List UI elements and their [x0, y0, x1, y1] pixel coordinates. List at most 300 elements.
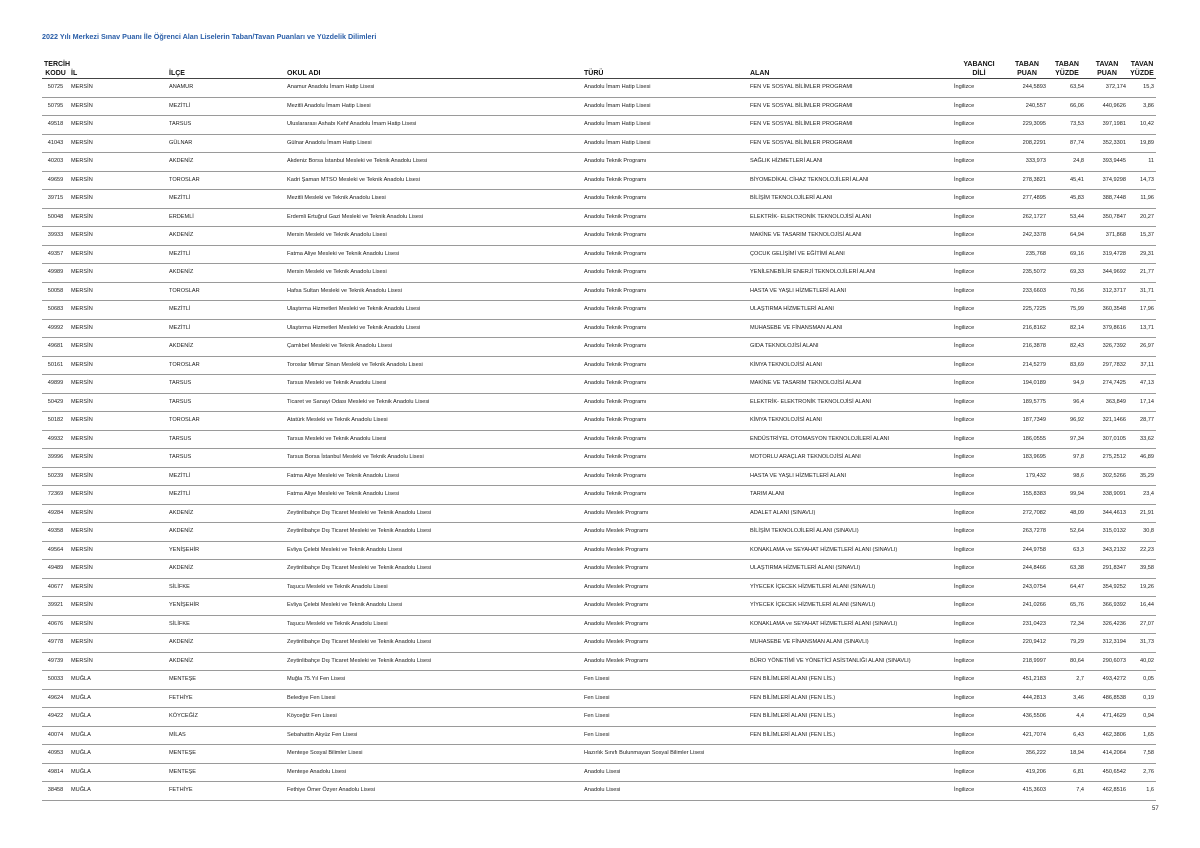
cell-tavan-puan: 275,2512	[1086, 449, 1128, 468]
cell-taban-puan: 231,0423	[1006, 615, 1048, 634]
cell-taban-yuzde: 18,94	[1048, 745, 1086, 764]
cell-alan: FEN VE SOSYAL BİLİMLER PROGRAMI	[748, 116, 952, 135]
header-tercih-kodu: TERCİH KODU	[42, 53, 69, 79]
cell-yabanci-dili: İngilizce	[952, 356, 1006, 375]
cell-taban-puan: 187,7349	[1006, 412, 1048, 431]
cell-tavan-puan: 374,9298	[1086, 171, 1128, 190]
cell-alan: KİMYA TEKNOLOJİSİ ALANI	[748, 356, 952, 375]
cell-tercih-kodu: 72369	[42, 486, 69, 505]
cell-turu: Anadolu Teknik Programı	[582, 319, 748, 338]
cell-taban-yuzde: 97,8	[1048, 449, 1086, 468]
cell-okul-adi: Köyceğiz Fen Lisesi	[285, 708, 582, 727]
cell-taban-puan: 243,0754	[1006, 578, 1048, 597]
table-row	[42, 782, 1156, 801]
cell-taban-puan: 444,2813	[1006, 689, 1048, 708]
cell-okul-adi: Atatürk Mesleki ve Teknik Anadolu Lisesi	[285, 412, 582, 431]
cell-alan	[748, 782, 952, 801]
cell-tavan-puan: 372,174	[1086, 79, 1128, 98]
cell-taban-yuzde: 45,41	[1048, 171, 1086, 190]
cell-taban-yuzde: 64,94	[1048, 227, 1086, 246]
cell-yabanci-dili: İngilizce	[952, 689, 1006, 708]
header-alan: ALAN	[748, 53, 952, 79]
cell-taban-puan: 194,0189	[1006, 375, 1048, 394]
cell-il: MERSİN	[69, 153, 167, 172]
cell-il: MERSİN	[69, 652, 167, 671]
cell-tavan-puan: 338,9091	[1086, 486, 1128, 505]
cell-tercih-kodu: 50161	[42, 356, 69, 375]
cell-turu: Anadolu Teknik Programı	[582, 486, 748, 505]
cell-tavan-puan: 363,849	[1086, 393, 1128, 412]
table-row	[42, 597, 1156, 616]
cell-okul-adi: Fethiye Ömer Özyer Anadolu Lisesi	[285, 782, 582, 801]
cell-taban-puan: 214,5279	[1006, 356, 1048, 375]
cell-tavan-yuzde: 30,8	[1128, 523, 1156, 542]
cell-yabanci-dili: İngilizce	[952, 79, 1006, 98]
cell-taban-yuzde: 69,33	[1048, 264, 1086, 283]
cell-taban-yuzde: 63,54	[1048, 79, 1086, 98]
cell-okul-adi: Mersin Mesleki ve Teknik Anadolu Lisesi	[285, 227, 582, 246]
cell-alan: KONAKLAMA ve SEYAHAT HİZMETLERİ ALANI (SINAVLI)	[748, 541, 952, 560]
cell-tavan-puan: 388,7448	[1086, 190, 1128, 209]
cell-tercih-kodu: 49814	[42, 763, 69, 782]
header-taban-puan: TABAN PUAN	[1006, 53, 1048, 79]
cell-ilce: AKDENİZ	[167, 523, 285, 542]
cell-yabanci-dili: İngilizce	[952, 745, 1006, 764]
cell-tavan-yuzde: 46,89	[1128, 449, 1156, 468]
cell-okul-adi: Mersin Mesleki ve Teknik Anadolu Lisesi	[285, 264, 582, 283]
cell-tavan-yuzde: 27,07	[1128, 615, 1156, 634]
cell-ilce: MEZİTLİ	[167, 97, 285, 116]
table-row	[42, 375, 1156, 394]
cell-alan: BİLİŞİM TEKNOLOJİLERİ ALANI (SINAVLI)	[748, 523, 952, 542]
cell-ilce: SİLİFKE	[167, 578, 285, 597]
cell-tercih-kodu: 40953	[42, 745, 69, 764]
cell-turu: Anadolu Meslek Programı	[582, 634, 748, 653]
cell-turu: Anadolu Teknik Programı	[582, 282, 748, 301]
cell-turu: Anadolu Teknik Programı	[582, 449, 748, 468]
cell-il: MERSİN	[69, 208, 167, 227]
cell-ilce: TOROSLAR	[167, 171, 285, 190]
cell-taban-puan: 189,5775	[1006, 393, 1048, 412]
cell-okul-adi: Taşucu Mesleki ve Teknik Anadolu Lisesi	[285, 578, 582, 597]
cell-taban-yuzde: 96,92	[1048, 412, 1086, 431]
cell-yabanci-dili: İngilizce	[952, 375, 1006, 394]
cell-yabanci-dili: İngilizce	[952, 449, 1006, 468]
cell-il: MUĞLA	[69, 782, 167, 801]
cell-alan: BİYOMEDİKAL CİHAZ TEKNOLOJİLERİ ALANI	[748, 171, 952, 190]
cell-tavan-puan: 307,0105	[1086, 430, 1128, 449]
cell-ilce: TARSUS	[167, 375, 285, 394]
cell-taban-yuzde: 83,69	[1048, 356, 1086, 375]
cell-tavan-puan: 312,3194	[1086, 634, 1128, 653]
header-il: İL	[69, 53, 167, 79]
cell-taban-yuzde: 52,64	[1048, 523, 1086, 542]
cell-taban-yuzde: 87,74	[1048, 134, 1086, 153]
cell-il: MERSİN	[69, 171, 167, 190]
cell-taban-puan: 419,206	[1006, 763, 1048, 782]
cell-tercih-kodu: 49992	[42, 319, 69, 338]
cell-ilce: TARSUS	[167, 430, 285, 449]
cell-alan: FEN VE SOSYAL BİLİMLER PROGRAMI	[748, 97, 952, 116]
cell-yabanci-dili: İngilizce	[952, 708, 1006, 727]
cell-tercih-kodu: 39933	[42, 227, 69, 246]
cell-taban-puan: 225,7225	[1006, 301, 1048, 320]
cell-turu: Fen Lisesi	[582, 671, 748, 690]
table-row	[42, 153, 1156, 172]
table-row	[42, 523, 1156, 542]
cell-tavan-yuzde: 35,29	[1128, 467, 1156, 486]
cell-alan: FEN BİLİMLERİ ALANI (FEN LİS.)	[748, 671, 952, 690]
cell-turu: Anadolu Teknik Programı	[582, 467, 748, 486]
cell-tavan-puan: 315,0132	[1086, 523, 1128, 542]
cell-yabanci-dili: İngilizce	[952, 560, 1006, 579]
cell-alan: FEN BİLİMLERİ ALANI (FEN LİS.)	[748, 726, 952, 745]
cell-tavan-puan: 471,4629	[1086, 708, 1128, 727]
cell-turu: Anadolu Teknik Programı	[582, 245, 748, 264]
cell-tercih-kodu: 50048	[42, 208, 69, 227]
cell-taban-puan: 451,2183	[1006, 671, 1048, 690]
cell-alan	[748, 745, 952, 764]
cell-alan: MUHASEBE VE FİNANSMAN ALANI (SINAVLI)	[748, 634, 952, 653]
cell-turu: Anadolu Teknik Programı	[582, 190, 748, 209]
cell-alan: KONAKLAMA ve SEYAHAT HİZMETLERİ ALANI (SINAVLI)	[748, 615, 952, 634]
cell-yabanci-dili: İngilizce	[952, 301, 1006, 320]
cell-tavan-yuzde: 10,42	[1128, 116, 1156, 135]
cell-il: MERSİN	[69, 560, 167, 579]
cell-il: MUĞLA	[69, 763, 167, 782]
cell-yabanci-dili: İngilizce	[952, 245, 1006, 264]
cell-tavan-puan: 302,5266	[1086, 467, 1128, 486]
cell-taban-puan: 240,557	[1006, 97, 1048, 116]
cell-okul-adi: Ulaştırma Hizmetleri Mesleki ve Teknik Anadolu Lisesi	[285, 319, 582, 338]
cell-yabanci-dili: İngilizce	[952, 97, 1006, 116]
cell-alan: FEN VE SOSYAL BİLİMLER PROGRAMI	[748, 134, 952, 153]
cell-ilce: MENTEŞE	[167, 671, 285, 690]
cell-tercih-kodu: 40677	[42, 578, 69, 597]
cell-tavan-puan: 462,3806	[1086, 726, 1128, 745]
cell-taban-yuzde: 63,3	[1048, 541, 1086, 560]
cell-tavan-puan: 344,4613	[1086, 504, 1128, 523]
cell-taban-yuzde: 64,47	[1048, 578, 1086, 597]
cell-il: MERSİN	[69, 467, 167, 486]
cell-turu: Anadolu Teknik Programı	[582, 153, 748, 172]
cell-tavan-yuzde: 15,3	[1128, 79, 1156, 98]
cell-taban-puan: 436,5506	[1006, 708, 1048, 727]
cell-okul-adi: Menteşe Sosyal Bilimler Lisesi	[285, 745, 582, 764]
cell-ilce: YENİŞEHİR	[167, 597, 285, 616]
header-turu: TÜRÜ	[582, 53, 748, 79]
table-row	[42, 708, 1156, 727]
cell-tercih-kodu: 49659	[42, 171, 69, 190]
header-taban-yuzde: TABAN YÜZDE	[1048, 53, 1086, 79]
cell-ilce: MEZİTLİ	[167, 301, 285, 320]
cell-tavan-yuzde: 23,4	[1128, 486, 1156, 505]
cell-okul-adi: Toroslar Mimar Sinan Mesleki ve Teknik Anadolu Lisesi	[285, 356, 582, 375]
cell-turu: Anadolu Teknik Programı	[582, 264, 748, 283]
cell-okul-adi: Ticaret ve Sanayi Odası Mesleki ve Teknik Anadolu Lisesi	[285, 393, 582, 412]
cell-okul-adi: Muğla 75.Yıl Fen Lisesi	[285, 671, 582, 690]
cell-il: MERSİN	[69, 449, 167, 468]
cell-tercih-kodu: 50033	[42, 671, 69, 690]
cell-alan: KİMYA TEKNOLOJİSİ ALANI	[748, 412, 952, 431]
table-row	[42, 356, 1156, 375]
cell-tavan-yuzde: 21,91	[1128, 504, 1156, 523]
table-row	[42, 264, 1156, 283]
cell-tavan-puan: 319,4728	[1086, 245, 1128, 264]
header-yabanci-dili: YABANCI DİLİ	[952, 53, 1006, 79]
cell-alan: ELEKTRİK- ELEKTRONİK TEKNOLOJİSİ ALANI	[748, 208, 952, 227]
cell-tavan-puan: 450,6542	[1086, 763, 1128, 782]
cell-ilce: AKDENİZ	[167, 634, 285, 653]
cell-turu: Anadolu Teknik Programı	[582, 375, 748, 394]
cell-taban-puan: 220,9412	[1006, 634, 1048, 653]
table-row	[42, 689, 1156, 708]
cell-ilce: AKDENİZ	[167, 338, 285, 357]
cell-tavan-puan: 371,868	[1086, 227, 1128, 246]
cell-ilce: MEZİTLİ	[167, 486, 285, 505]
cell-tavan-yuzde: 31,71	[1128, 282, 1156, 301]
cell-alan: ÇOCUK GELİŞİMİ VE EĞİTİMİ ALANI	[748, 245, 952, 264]
cell-tavan-yuzde: 2,76	[1128, 763, 1156, 782]
table-row	[42, 97, 1156, 116]
cell-il: MERSİN	[69, 615, 167, 634]
cell-taban-yuzde: 75,99	[1048, 301, 1086, 320]
cell-tavan-puan: 274,7425	[1086, 375, 1128, 394]
cell-yabanci-dili: İngilizce	[952, 504, 1006, 523]
cell-alan: ENDÜSTRİYEL OTOMASYON TEKNOLOJİLERİ ALANI	[748, 430, 952, 449]
cell-taban-yuzde: 97,34	[1048, 430, 1086, 449]
cell-tavan-puan: 379,8616	[1086, 319, 1128, 338]
table-row	[42, 393, 1156, 412]
cell-ilce: TOROSLAR	[167, 282, 285, 301]
cell-il: MERSİN	[69, 245, 167, 264]
cell-tercih-kodu: 49489	[42, 560, 69, 579]
cell-tavan-yuzde: 13,71	[1128, 319, 1156, 338]
cell-tavan-puan: 291,8347	[1086, 560, 1128, 579]
cell-taban-puan: 216,8162	[1006, 319, 1048, 338]
cell-tavan-yuzde: 11,96	[1128, 190, 1156, 209]
table-row	[42, 763, 1156, 782]
table-header-row	[42, 53, 1156, 79]
cell-tavan-puan: 462,8516	[1086, 782, 1128, 801]
table-row	[42, 745, 1156, 764]
cell-alan: HASTA VE YAŞLI HİZMETLERİ ALANI	[748, 282, 952, 301]
cell-il: MERSİN	[69, 597, 167, 616]
cell-taban-puan: 242,3378	[1006, 227, 1048, 246]
cell-il: MERSİN	[69, 97, 167, 116]
cell-taban-yuzde: 63,38	[1048, 560, 1086, 579]
cell-tercih-kodu: 49357	[42, 245, 69, 264]
cell-turu: Anadolu Teknik Programı	[582, 412, 748, 431]
cell-yabanci-dili: İngilizce	[952, 134, 1006, 153]
cell-turu: Fen Lisesi	[582, 708, 748, 727]
table-row	[42, 430, 1156, 449]
cell-tercih-kodu: 49284	[42, 504, 69, 523]
table-row	[42, 634, 1156, 653]
cell-turu: Anadolu Meslek Programı	[582, 523, 748, 542]
cell-tavan-puan: 440,9626	[1086, 97, 1128, 116]
table-row	[42, 208, 1156, 227]
cell-okul-adi: Zeytinlibahçe Dış Ticaret Mesleki ve Teknik Anadolu Lisesi	[285, 652, 582, 671]
cell-taban-puan: 356,222	[1006, 745, 1048, 764]
table-row	[42, 190, 1156, 209]
score-table	[42, 53, 1156, 801]
cell-tercih-kodu: 49681	[42, 338, 69, 357]
table-row	[42, 171, 1156, 190]
cell-tavan-puan: 312,3717	[1086, 282, 1128, 301]
cell-yabanci-dili: İngilizce	[952, 782, 1006, 801]
table-row	[42, 504, 1156, 523]
cell-turu: Anadolu Teknik Programı	[582, 208, 748, 227]
cell-il: MERSİN	[69, 634, 167, 653]
table-row	[42, 449, 1156, 468]
cell-okul-adi: Tarsus Mesleki ve Teknik Anadolu Lisesi	[285, 430, 582, 449]
cell-turu: Anadolu Meslek Programı	[582, 541, 748, 560]
cell-turu: Anadolu Meslek Programı	[582, 615, 748, 634]
table-row	[42, 412, 1156, 431]
cell-turu: Anadolu Teknik Programı	[582, 338, 748, 357]
cell-tavan-yuzde: 21,77	[1128, 264, 1156, 283]
cell-taban-yuzde: 98,6	[1048, 467, 1086, 486]
cell-yabanci-dili: İngilizce	[952, 523, 1006, 542]
cell-il: MERSİN	[69, 504, 167, 523]
cell-okul-adi: Evliya Çelebi Mesleki ve Teknik Anadolu Lisesi	[285, 597, 582, 616]
cell-alan: FEN BİLİMLERİ ALANI (FEN LİS.)	[748, 708, 952, 727]
cell-taban-yuzde: 96,4	[1048, 393, 1086, 412]
cell-taban-puan: 244,5893	[1006, 79, 1048, 98]
cell-ilce: MEZİTLİ	[167, 245, 285, 264]
cell-tavan-puan: 493,4272	[1086, 671, 1128, 690]
cell-tercih-kodu: 38458	[42, 782, 69, 801]
cell-taban-puan: 218,9997	[1006, 652, 1048, 671]
cell-tavan-yuzde: 33,62	[1128, 430, 1156, 449]
cell-okul-adi: Sebahattin Akyüz Fen Lisesi	[285, 726, 582, 745]
cell-okul-adi: Tarsus Borsa İstanbul Mesleki ve Teknik Anadolu Lisesi	[285, 449, 582, 468]
cell-taban-yuzde: 79,29	[1048, 634, 1086, 653]
cell-alan: HASTA VE YAŞLI HİZMETLERİ ALANI	[748, 467, 952, 486]
cell-turu: Hazırlık Sınıfı Bulunmayan Sosyal Bilimler Lisesi	[582, 745, 748, 764]
cell-turu: Anadolu İmam Hatip Lisesi	[582, 134, 748, 153]
cell-yabanci-dili: İngilizce	[952, 319, 1006, 338]
cell-il: MUĞLA	[69, 708, 167, 727]
cell-il: MERSİN	[69, 134, 167, 153]
cell-tavan-yuzde: 1,65	[1128, 726, 1156, 745]
cell-tercih-kodu: 39715	[42, 190, 69, 209]
cell-ilce: AKDENİZ	[167, 560, 285, 579]
cell-tercih-kodu: 50239	[42, 467, 69, 486]
cell-okul-adi: Gülnar Anadolu İmam Hatip Lisesi	[285, 134, 582, 153]
cell-yabanci-dili: İngilizce	[952, 578, 1006, 597]
cell-tavan-yuzde: 7,58	[1128, 745, 1156, 764]
table-row	[42, 227, 1156, 246]
cell-taban-puan: 229,3095	[1006, 116, 1048, 135]
cell-tavan-puan: 486,8538	[1086, 689, 1128, 708]
cell-tavan-yuzde: 17,14	[1128, 393, 1156, 412]
cell-tavan-puan: 326,7392	[1086, 338, 1128, 357]
cell-tavan-yuzde: 0,19	[1128, 689, 1156, 708]
cell-alan: MOTORLU ARAÇLAR TEKNOLOJİSİ ALANI	[748, 449, 952, 468]
cell-yabanci-dili: İngilizce	[952, 430, 1006, 449]
cell-tavan-puan: 352,3301	[1086, 134, 1128, 153]
cell-okul-adi: Menteşe Anadolu Lisesi	[285, 763, 582, 782]
cell-tercih-kodu: 40676	[42, 615, 69, 634]
cell-okul-adi: Fatma Aliye Mesleki ve Teknik Anadolu Lisesi	[285, 245, 582, 264]
cell-taban-puan: 216,3878	[1006, 338, 1048, 357]
cell-okul-adi: Fatma Aliye Mesleki ve Teknik Anadolu Lisesi	[285, 486, 582, 505]
cell-taban-yuzde: 65,76	[1048, 597, 1086, 616]
cell-alan: ULAŞTIRMA HİZMETLERİ ALANI	[748, 301, 952, 320]
cell-turu: Anadolu İmam Hatip Lisesi	[582, 116, 748, 135]
cell-taban-yuzde: 45,83	[1048, 190, 1086, 209]
cell-tercih-kodu: 49989	[42, 264, 69, 283]
cell-il: MERSİN	[69, 338, 167, 357]
cell-tavan-puan: 326,4236	[1086, 615, 1128, 634]
cell-yabanci-dili: İngilizce	[952, 338, 1006, 357]
cell-turu: Anadolu Teknik Programı	[582, 301, 748, 320]
cell-alan: BÜRO YÖNETİMİ VE YÖNETİCİ ASİSTANLIĞI ALANI (SINAVLI)	[748, 652, 952, 671]
cell-ilce: TARSUS	[167, 449, 285, 468]
cell-taban-puan: 244,8466	[1006, 560, 1048, 579]
cell-tavan-yuzde: 47,13	[1128, 375, 1156, 394]
table-row	[42, 467, 1156, 486]
cell-taban-puan: 241,0266	[1006, 597, 1048, 616]
cell-turu: Fen Lisesi	[582, 726, 748, 745]
cell-ilce: TOROSLAR	[167, 412, 285, 431]
cell-okul-adi: Mezitli Mesleki ve Teknik Anadolu Lisesi	[285, 190, 582, 209]
cell-alan: FEN BİLİMLERİ ALANI (FEN LİS.)	[748, 689, 952, 708]
cell-alan: MUHASEBE VE FİNANSMAN ALANI	[748, 319, 952, 338]
cell-taban-yuzde: 2,7	[1048, 671, 1086, 690]
cell-turu: Anadolu İmam Hatip Lisesi	[582, 79, 748, 98]
cell-yabanci-dili: İngilizce	[952, 227, 1006, 246]
header-ilce: İLÇE	[167, 53, 285, 79]
cell-ilce: AKDENİZ	[167, 227, 285, 246]
cell-ilce: FETHİYE	[167, 689, 285, 708]
cell-turu: Fen Lisesi	[582, 689, 748, 708]
cell-il: MERSİN	[69, 523, 167, 542]
cell-tavan-puan: 414,2064	[1086, 745, 1128, 764]
cell-il: MERSİN	[69, 319, 167, 338]
cell-taban-yuzde: 66,06	[1048, 97, 1086, 116]
cell-tercih-kodu: 40203	[42, 153, 69, 172]
cell-ilce: SİLİFKE	[167, 615, 285, 634]
cell-tavan-yuzde: 22,23	[1128, 541, 1156, 560]
cell-tavan-puan: 350,7847	[1086, 208, 1128, 227]
cell-tavan-puan: 297,7832	[1086, 356, 1128, 375]
cell-tavan-puan: 290,6073	[1086, 652, 1128, 671]
cell-tavan-yuzde: 29,31	[1128, 245, 1156, 264]
cell-ilce: MİLAS	[167, 726, 285, 745]
cell-tercih-kodu: 49422	[42, 708, 69, 727]
cell-taban-puan: 183,9695	[1006, 449, 1048, 468]
cell-tercih-kodu: 50429	[42, 393, 69, 412]
cell-tavan-yuzde: 0,94	[1128, 708, 1156, 727]
cell-ilce: FETHİYE	[167, 782, 285, 801]
cell-alan: SAĞLIK HİZMETLERİ ALANI	[748, 153, 952, 172]
cell-alan: TARIM ALANI	[748, 486, 952, 505]
cell-il: MERSİN	[69, 264, 167, 283]
cell-alan: YENİLENEBİLİR ENERJİ TEKNOLOJİLERİ ALANI	[748, 264, 952, 283]
cell-tercih-kodu: 50795	[42, 97, 69, 116]
table-row	[42, 245, 1156, 264]
cell-tercih-kodu: 49518	[42, 116, 69, 135]
table-row	[42, 615, 1156, 634]
header-okul-adi: OKUL ADI	[285, 53, 582, 79]
table-row	[42, 79, 1156, 98]
cell-okul-adi: Çamlıbel Mesleki ve Teknik Anadolu Lisesi	[285, 338, 582, 357]
cell-taban-yuzde: 82,14	[1048, 319, 1086, 338]
cell-il: MUĞLA	[69, 745, 167, 764]
